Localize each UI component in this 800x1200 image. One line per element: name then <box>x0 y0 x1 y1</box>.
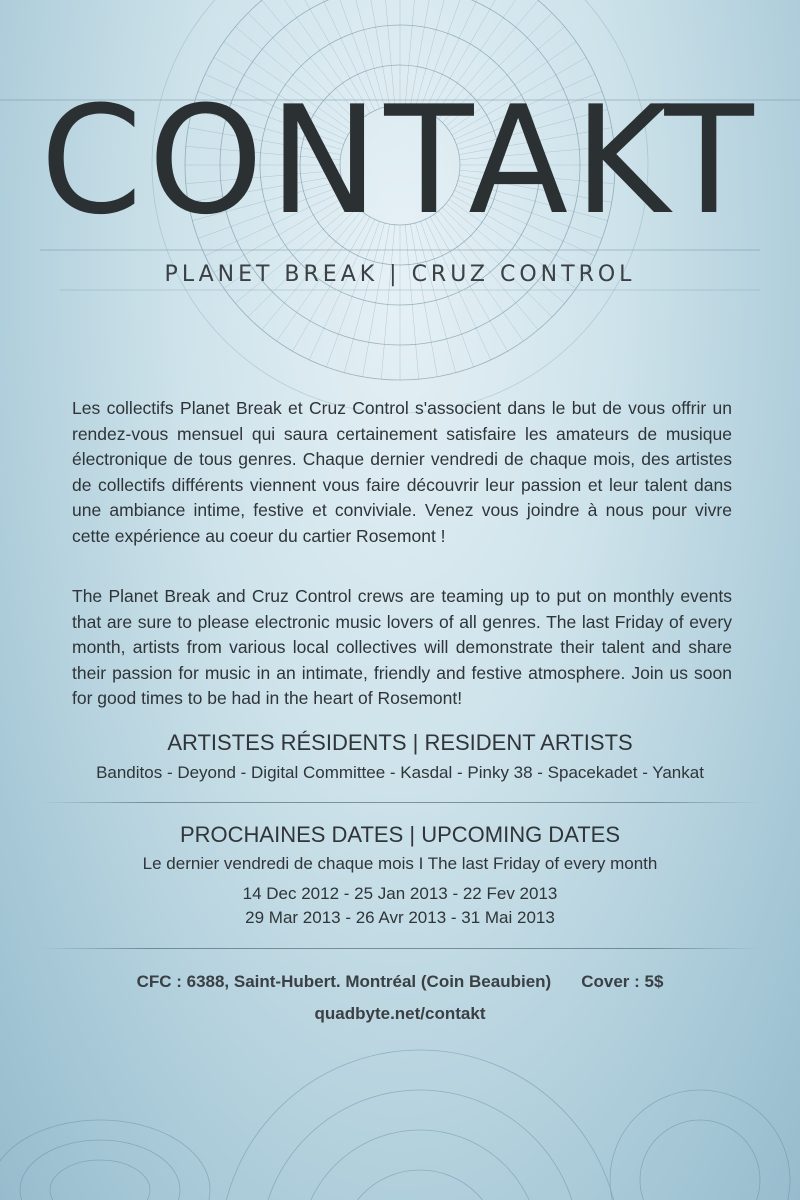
venue-address: CFC : 6388, Saint-Hubert. Montréal (Coin Beaubien) <box>136 972 552 991</box>
divider <box>40 948 760 949</box>
divider <box>40 802 760 803</box>
upcoming-dates-line-2: 29 Mar 2013 - 26 Avr 2013 - 31 Mai 2013 <box>245 908 555 927</box>
event-title: CONTAKT <box>40 74 760 248</box>
venue-row <box>0 972 800 992</box>
intro-paragraph-french: Les collectifs Planet Break et Cruz Control s'associent dans le but de vous offrir un rendez-vous mensuel qui saura certainement satisfaire les amateurs de musique électronique de tous genres. Chaque dernier vendredi de chaque mois, des artistes de collectifs différents viennent vous faire découvrir leur passion et leur talent dans une ambiance intime, festive et conviviale. Venez vous joindre à nous pour vivre cette expérience au coeur du cartier Rosemont ! <box>72 398 732 546</box>
upcoming-dates-heading: PROCHAINES DATES | UPCOMING DATES <box>179 822 621 847</box>
website-link[interactable]: quadbyte.net/contakt <box>314 1004 486 1023</box>
collectives-subtitle: PLANET BREAK | CRUZ CONTROL <box>164 262 636 287</box>
intro-paragraph-english: The Planet Break and Cruz Control crews are teaming up to put on monthly events that are sure to please electronic music lovers of all genres. The last Friday of every month, artists from various local collectives will demonstrate their talent and share their passion for music in an intimate, friendly and festive atmosphere. Join us soon for good times to be had in the heart of Rosemont! <box>72 586 732 708</box>
cover-price: Cover : 5$ <box>581 972 664 991</box>
upcoming-dates-line-1: 14 Dec 2012 - 25 Jan 2013 - 22 Fev 2013 <box>242 884 558 903</box>
resident-artists-list: Banditos - Deyond - Digital Committee - Kasdal - Pinky 38 - Spacekadet - Yankat <box>96 763 704 782</box>
upcoming-dates-subtitle: Le dernier vendredi de chaque mois I The last Friday of every month <box>142 854 658 873</box>
resident-artists-heading: ARTISTES RÉSIDENTS | RESIDENT ARTISTS <box>167 730 633 755</box>
